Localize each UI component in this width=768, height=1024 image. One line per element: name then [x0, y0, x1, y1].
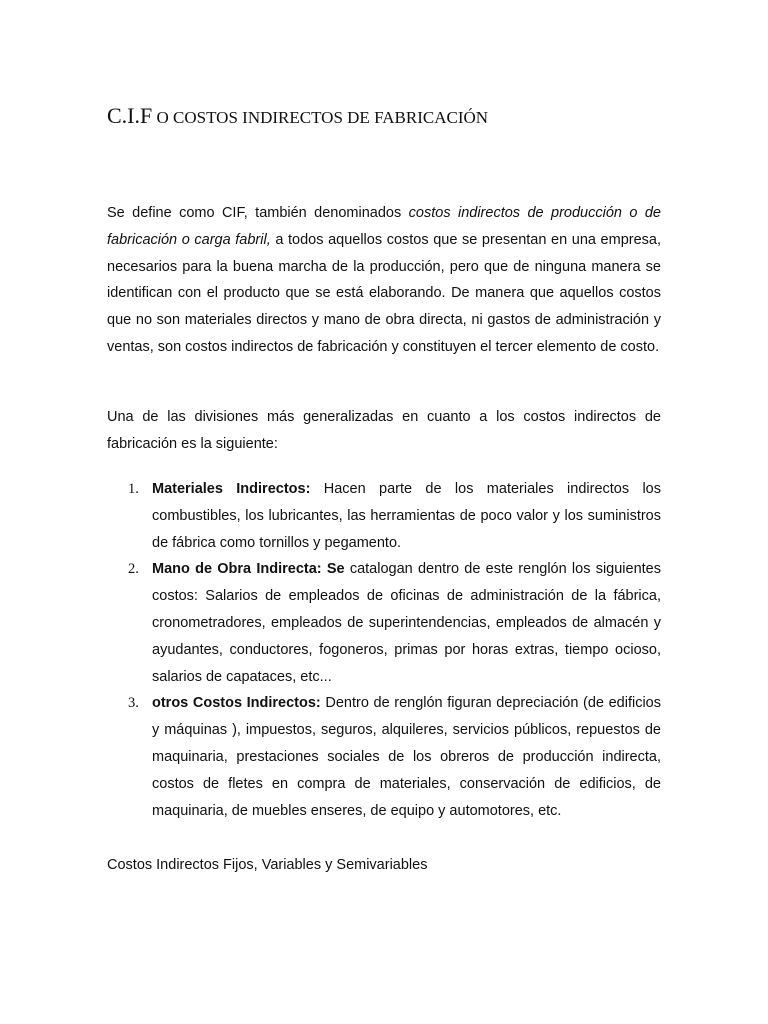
definition-paragraph — [107, 200, 661, 361]
list-item-number: 3. — [128, 695, 139, 712]
list-item-text — [152, 556, 661, 690]
list-item-text — [152, 690, 661, 824]
definition-italic-terms: costos indirectos de producción o de fabricación o carga fabril, — [107, 205, 661, 248]
definition-text-end: a todos aquellos costos que se presentan en una empresa, necesarios para la buena marcha de la producción, pero que de ninguna manera se identifican con el producto que se está elaborando. De manera que aquellos costos que no son materiales directos y mano de obra directa, ni gastos de administración y ventas, son costos indirectos de fabricación y constituyen el tercer elemento de costo. — [107, 231, 661, 355]
list-item — [107, 690, 661, 824]
list-item-number: 2. — [128, 561, 139, 578]
list-item-description: catalogan dentro de este renglón los siguientes costos: Salarios de empleados de oficinas de administración de la fábrica, cronometradores, empleados de superintendencias, empleados de almacén y ayudantes, conductores, fogoneros, primas por horas extras, tiempo ocioso, salarios de capataces, etc... — [152, 561, 661, 685]
divisions-list — [107, 476, 661, 824]
list-item-number: 1. — [128, 481, 139, 497]
list-item — [107, 556, 661, 690]
title-text: O COSTOS INDIRECTOS DE FABRICACIÓN — [152, 108, 489, 127]
list-item-heading: Materiales Indirectos: — [152, 481, 311, 497]
title-acronym: C.I.F — [107, 103, 153, 128]
list-item-description: Dentro de renglón figuran depreciación (de edificios y máquinas ), impuestos, seguros, alquileres, servicios públicos, repuestos de maquinaria, prestaciones sociales de los obreros de producción indirecta, costos de fletes en compra de materiales, conservación de edificios, de maquinaria, de muebles enseres, de equipo y automotores, etc. — [152, 695, 661, 819]
list-item-heading: Mano de Obra Indirecta: Se — [152, 561, 345, 578]
divisions-intro-paragraph: Una de las divisiones más generalizadas en cuanto a los costos indirectos de fabricación es la siguiente: — [107, 409, 661, 452]
document-title — [107, 94, 488, 131]
list-item-heading: otros Costos Indirectos: — [152, 695, 321, 712]
list-item — [107, 476, 661, 556]
definition-text-start: Se define como CIF, también denominados — [107, 205, 409, 221]
list-item-text — [152, 476, 661, 556]
list-item-description: Hacen parte de los materiales indirectos los combustibles, los lubricantes, las herramientas de poco valor y los suministros de fábrica como tornillos y pegamento. — [152, 481, 661, 551]
section-heading-trailing: Costos Indirectos Fijos, Variables y Semivariables — [107, 857, 428, 873]
